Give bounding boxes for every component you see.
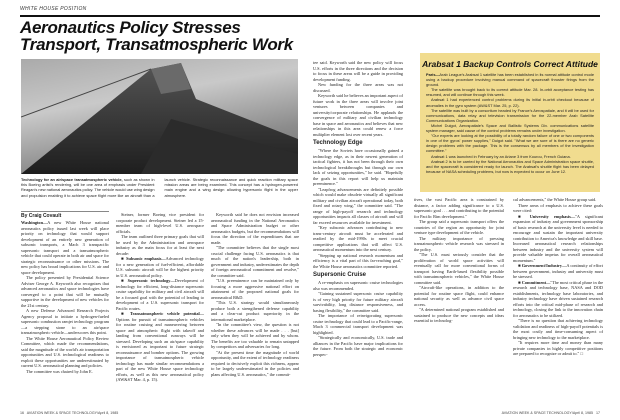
transatmospheric-vehicle-illustration xyxy=(21,59,298,174)
paragraph-text: The satellite was built by a consortium headed by France's Aerospatiale, and it will be used for communications, data relay and television transmission for the 22-member Arab Satellite Communications Organization. xyxy=(426,107,594,123)
paragraph-text: A continuity of effort between government, industry and university must be stressed. xyxy=(513,263,603,279)
paragraph xyxy=(211,212,299,245)
byline: By Craig Covault xyxy=(21,213,62,219)
paragraph-text: The importance of reinvigorating supersonic cruise technology that could lead to a Pacific-range, Mach 3 commercial transport development was highlighted. xyxy=(313,313,403,335)
paragraph-text: "Key subsonic advances contributing to new trans-century aircraft must be accelerated and readied by the mid-1990s to meet crucial competitive applications that will affect U.S. aeronautical momentum into the next century. xyxy=(313,225,403,252)
paragraph xyxy=(426,133,594,153)
byline-rule xyxy=(21,211,109,212)
paragraph-text: "It requires more time and money than many private companies in highly competitive positions are prepared to recognize or admit to." □ xyxy=(513,340,603,356)
paragraph-text: cal advancements," the White House group said. xyxy=(513,197,597,202)
paragraph-text: "The committee believes that the single most crucial challenge facing U.S. aeronautics is that much of the nation's leadership, both in government and industry, underestimates the depth of foreign aeronautical commitment and resolve," the committee said. xyxy=(211,245,299,278)
paragraph xyxy=(211,300,299,322)
paragraph-text: Michel Duigot, Aerospatiale's Space and Ballistic Systems Div. communications satellite system manager, said cause of the control problems remains under investigation. xyxy=(426,122,594,134)
aircraft-rendering-photo xyxy=(21,59,298,174)
photo-caption xyxy=(21,177,298,198)
paragraph xyxy=(426,108,594,123)
right-column-1 xyxy=(313,60,403,400)
paragraph xyxy=(426,159,594,174)
paragraph xyxy=(513,263,603,280)
paragraph xyxy=(313,60,403,82)
paragraph xyxy=(211,278,299,300)
paragraph xyxy=(313,82,403,93)
paragraph-text: A new White House national aeronautics policy issued last week will place priority on technology that would support development of an entirely new generation of subsonic transports, a Mach 3 transpacific supersonic transport and a transatmospheric vehicle that could operate in both air and space for strategic reconnaissance or other missions. The new policy has broad implications for U.S. air and space development. xyxy=(21,220,109,275)
footer-left xyxy=(20,411,118,415)
paragraph-text: Keyworth said he does not envision increased aeronautical funding in the National Aeronautics and Space Administration budget or other aeronautics budgets, but the recommendations will focus the direction of the expenditures that are made. xyxy=(211,212,299,245)
paragraph xyxy=(426,87,594,97)
paragraph xyxy=(313,187,403,226)
right-column-2 xyxy=(414,197,504,400)
left-column-2 xyxy=(116,212,204,400)
paragraph-text: Options for pursuit of transatmospheric vehicles for routine cruising and maneuvering between space and atmospheric flight with takeoff and landing from conventional runways will be stressed. Developing such an air/space capability is envisioned as important to future strategic reconnaissance and bomber options. The growing importance of transatmospheric vehicle technology has made similar recommendations a part of the new White House space technology efforts, as well as this new aeronautical policy (AW&ST Mar. 4, p. 15). xyxy=(116,316,204,382)
subheading: Supersonic Cruise xyxy=(313,272,367,278)
headline: Aeronautics Policy Stresses Transport, Transatmospheric Work xyxy=(20,18,293,54)
paragraph xyxy=(414,197,504,219)
paragraph-text: The White House Aeronautical Policy Review Committee, which made the recommendations, said the magnitude of the world's air transportation opportunities and U.S. technological readiness to exploit these opportunities are underestimated by current U.S. aeronautical planning and policies. xyxy=(21,335,109,368)
page-number-left: 16 xyxy=(20,411,24,415)
paragraph xyxy=(21,275,109,308)
sidebar-title: Arabsat 1 Backup Controls Correct Attitude xyxy=(422,59,598,69)
paragraph xyxy=(414,236,504,253)
paragraph xyxy=(426,123,594,133)
paragraph-text: Advanced technology for a new generation of fuel-efficient, affordable U.S. subsonic aircraft will be the highest priority in U.S. aeronautical policy. xyxy=(116,256,204,278)
paragraph-text: Arabsat 1 had experienced control problems during its initial in-orbit checkout because of anomalies in the gyro system (AW&ST Mar. 25, p. 22). xyxy=(426,97,594,108)
left-column-1 xyxy=(21,220,109,400)
paragraph xyxy=(414,285,504,307)
paragraph xyxy=(513,340,603,357)
paragraph xyxy=(116,234,204,256)
paragraph-text: The committee was chaired by John E. xyxy=(26,368,93,374)
paragraph xyxy=(414,252,504,285)
paragraph xyxy=(313,225,403,253)
paragraph xyxy=(21,369,109,375)
paragraph xyxy=(313,253,403,270)
paragraph-text: The satellite was brought back to its correct attitude Mar. 28. In-orbit acceptance testing has resumed, and will continue through this week. xyxy=(426,87,594,98)
section-kicker: WHITE HOUSE POSITION xyxy=(20,6,87,12)
paragraph-text: "Where the Soviets have occasionally gained a technology edge, as in their newest generation of tactical fighters, it has not been through their own technological breakthroughs but through our own lack of seizing opportunities," he said. "Hopefully the goals in this report will help us maintain preeminence." xyxy=(313,148,403,186)
paragraph xyxy=(414,307,504,324)
paragraph-lead: Paris— xyxy=(426,72,440,77)
caption-lead: Technology for an air/space transatmospheric vehicle, xyxy=(21,177,123,182)
publication-right: AVIATION WEEK & SPACE TECHNOLOGY/April 8, 1985 xyxy=(501,411,593,415)
paragraph xyxy=(414,219,504,236)
paragraph xyxy=(116,256,204,278)
paragraph-text: Keyworth said he believes an important aspect of future work in the three areas will involve joint ventures between companies and university/corporate relationships. He applauds the convergence of military and civilian technology base in space and aeronautics and believes that new relationships in this area could renew a force multiplier element lost over recent years. xyxy=(313,93,403,137)
paragraph xyxy=(426,97,594,107)
paragraph xyxy=(313,335,403,357)
paragraph-text: The military importance of pressing transatmospheric vehicle research was stressed in the policy. xyxy=(414,235,504,252)
paragraph-text: The team outlined three primary goals that will be used by the Administration and aerospace industry as the main focus for at least the next decade: xyxy=(116,234,204,256)
paragraph xyxy=(313,291,403,313)
paragraph-text: New funding for the three areas was not discussed. xyxy=(313,82,403,93)
paragraph-text: "In the committee's view, the question is not whether these advances will be made . . . [but] only when they will be achieved and by whom. The benefits are too valuable to remain untapped by competitors and adversaries for long. xyxy=(211,322,299,349)
paragraph-text: "Strategically and economically, U.S. trade and alliances in the Pacific have major implications for the future. From both the strategic and economic perspec- xyxy=(313,335,403,357)
paragraph-lead: ■ Supersonic technology— xyxy=(121,278,175,283)
paragraph xyxy=(211,350,299,378)
paragraph-text: Arabsat 1 was launched in February by an Ariane 3 from Kourou, French Guiana. xyxy=(431,153,571,159)
paragraph xyxy=(116,212,204,234)
paragraph-lead: ■ Government/Industry— xyxy=(518,263,567,268)
paragraph-text: tee said. Keyworth said the new policy will focus U.S. efforts in the three directions and the decision to focus in these areas will be a guide in providing development funding. xyxy=(313,60,403,82)
paragraph-text: Arab League's Arabsat 1 satellite has been established in its normal attitude control mode using a backup procedure involving manual command of spacecraft thruster firings from the ground. xyxy=(426,72,594,88)
paragraph-text: "At the present time the magnitude of world opportunity, and the extent of technology readiness required to decisively exploit this richness, appear to be largely underestimated in the policies and plans affecting U.S. aeronautics," the commit- xyxy=(211,349,299,377)
paragraph-text: "Leapfrog advancements are definitely possible which would make obsolete virtually all significant military and civilian aircraft operational today, both fixed and rotary wing," the committee said. "The range of high-payoff research and technology opportunities impacts all classes of aircraft and will far exceed resources available for investment. xyxy=(313,186,403,225)
paragraph xyxy=(21,308,109,336)
paragraph-text: A new Defense Advanced Research Projects Agency proposal to initiate a hydrogen-fueled supersonic combustion ramjet technology program—a stepping stone to an air/space transatmospheric vehicle—underscores this point. xyxy=(21,308,109,335)
paragraph-text: Arabsat 2 is to be carried by the National Aeronautics and Space Administration space shuttle, and the spacecraft is considered ready for launch. The Arabsat's shuttle flight has been delayed because of NASA scheduling problems, but now is expected to occur on June 12. xyxy=(426,158,594,174)
paragraph-lead: ■ Commitment— xyxy=(518,279,551,285)
paragraph xyxy=(513,318,603,340)
paragraph-text: "Stepping up national research momentum and efficiency is a vital part of this far-reaching goal," the White House aeronautics committee reported. xyxy=(313,252,403,269)
paragraph-text: Three areas of emphasis to achieve these goals were cited: xyxy=(513,202,603,213)
paragraph xyxy=(313,313,403,335)
sidebar-box xyxy=(420,53,600,192)
paragraph xyxy=(21,336,109,369)
paragraph xyxy=(313,280,403,291)
paragraph xyxy=(513,214,603,264)
paragraph-lead: ■ Transatmospheric vehicle potential— xyxy=(121,311,204,316)
paragraph-text: tives, the vast Pacific area is constrained by distance, a factor adding significance to a U.S. supersonic goal . . . and contributing to the potential for Pacific Rim development." xyxy=(414,197,504,219)
sidebar-body xyxy=(426,72,594,174)
caption-text: such as shown in this Boeing artist's rendering, will be one area of emphasis under President Reagan's new national aeronautics policy. The vehicle would use wing design and propulsion enabling it to achieve space flight more like an aircraft than a launch vehicle. Strategic reconnaissance and quick reaction military space mission areas are being examined. This concept has a hydrogen-powered main engine and a wing design allowing hypersonic flight in the upper atmosphere. xyxy=(21,177,298,198)
paragraph-text: "This U.S. strategy would simultaneously produce both a strengthened defense capability and a clear-cut product superiority in the international marketplace. xyxy=(211,300,299,322)
paragraph xyxy=(116,311,204,383)
paragraph-text: "The U.S. must seriously consider that the proliferation of world space activities will eventually call for more conventional forms of transport having Earth-based flexibility possible with transatmospheric vehicles," the White House committee said. xyxy=(414,252,504,285)
paragraph-text: The group said a supersonic transport offers the countries of the region an opportunity for joint venture type development of the vehicle. xyxy=(414,219,504,235)
paragraph xyxy=(116,278,204,311)
paragraph xyxy=(513,280,603,319)
paragraph xyxy=(313,93,403,137)
paragraph xyxy=(426,72,594,87)
top-rule xyxy=(20,15,600,17)
page-number-right: 17 xyxy=(596,411,600,415)
paragraph-text: "There is no question that achieving technology validation and readiness of high-payoff potentials is the most costly and time-consuming aspect of bringing new technology to the marketplace. xyxy=(513,318,603,340)
paragraph-lead: ■ Subsonic emphasis— xyxy=(121,256,166,261)
paragraph-text: "Gaining sustained supersonic cruise capability is of very high priority for future military aircraft survivability, long distance responsiveness, and basing flexibility," the committee said. xyxy=(313,291,403,313)
publication-left: AVIATION WEEK & SPACE TECHNOLOGY/April 8, 1985 xyxy=(26,411,119,415)
paragraph-text: "The most critical phase in the research and technology base, NASA and DOD establishments, technology base laboratories, and industry technology have driven sustained research efforts into the critical mid-phase of research and technology, closing the link to the innovation chain for aeronautics to be utilized. xyxy=(513,279,603,318)
paragraph-text: A re-emphasis on supersonic cruise technologies also was recommended. xyxy=(313,280,403,291)
paragraph-lead: ■ University emphasis— xyxy=(518,213,576,219)
footer-right xyxy=(502,411,600,415)
paragraph-text: Steiner, former Boeing vice president for corporate product development. Steiner led a 15-member team of high-level U.S. aerospace officials. xyxy=(116,212,204,234)
paragraph-text: Development of technology for efficient, long-distance supersonic cruise capability for military and civil aircraft will be a focused goal with the potential of leading to development of a U.S. supersonic transport for Pacific routes. xyxy=(116,278,204,311)
paragraph-text: "Aircraft-like operations, in addition to the potential for routine space flight, could enhance national security as well as advance civil space access. xyxy=(414,285,504,307)
subheading: Technology Edge xyxy=(313,140,363,146)
paragraph xyxy=(313,148,403,187)
paragraph xyxy=(211,322,299,350)
paragraph xyxy=(211,245,299,278)
paragraph-text: "Our experts are looking at the possibility of a totally random failure of one or two components in one of the gyros' power supplies," Duigot said. "What we are sure of is there are no generic design problems with the package. This is the consensus by all members of the investigation committee." xyxy=(426,133,594,154)
paragraph-lead: Washington— xyxy=(21,220,48,225)
paragraph xyxy=(21,220,109,275)
right-column-3 xyxy=(513,197,603,400)
left-column-3 xyxy=(211,212,299,400)
paragraph-text: The policy presented by Presidential Science Adviser George A. Keyworth also recognizes that advanced aeronautics and space technologies have converged to a point that will be mutually supportive in the development of new vehicles for the 21st century. xyxy=(21,275,109,308)
paragraph-text: "U.S. preeminence can be maintained only by focusing a more aggressive national effort on attainment of the proposed national goals for aeronautical R&D. xyxy=(211,278,299,300)
paragraph-text: "A determined national program established and sustained to produce the new concepts and ideas essential to technolog- xyxy=(414,307,504,323)
paragraph xyxy=(513,203,603,214)
paragraph-text: "A significant expansion of industry and government sponsorship of basic research at the university level is needed to encourage and sustain the important university contribution to America's knowledge and skill base. Increased aeronautical research relationships between industry and the university system will provide valuable impetus for overall aeronautical momentum." xyxy=(513,213,603,263)
